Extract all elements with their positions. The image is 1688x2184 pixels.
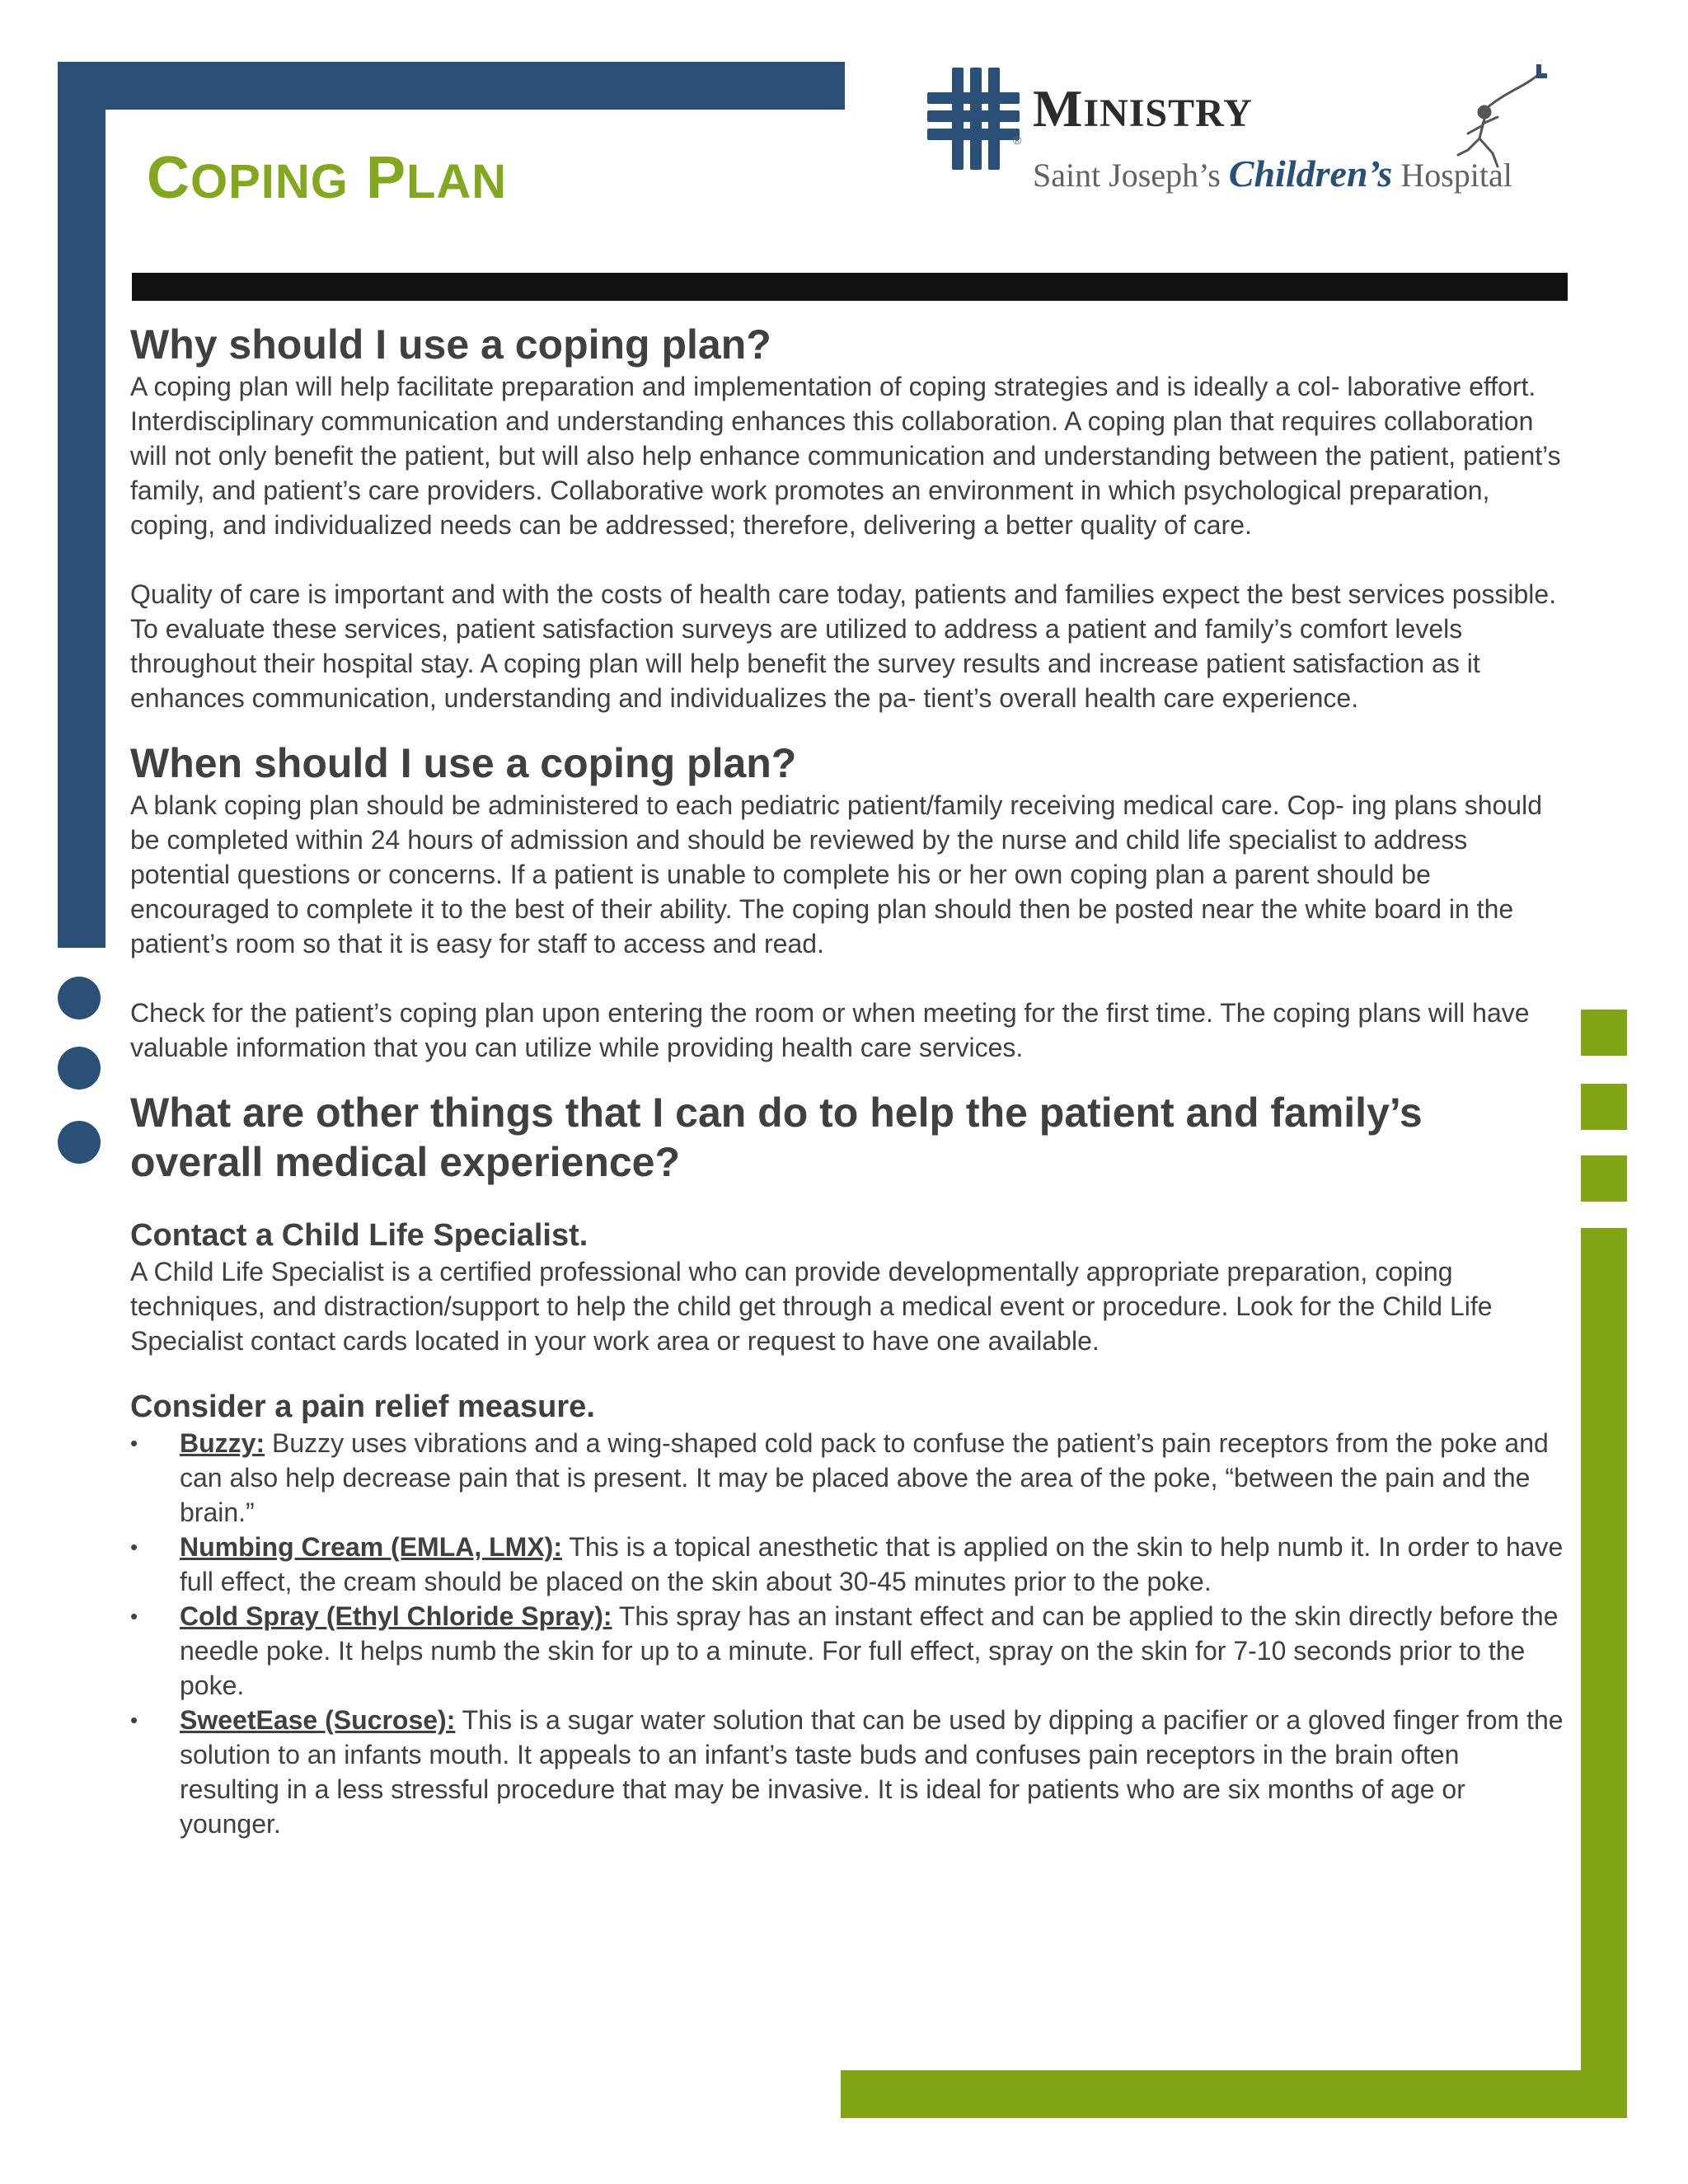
child-with-balloon-icon [1430,58,1554,173]
right-green-bar [1581,1228,1627,2118]
why-paragraph-1: A coping plan will help facilitate preparation and implementation of coping strategies and is ideally a col- laborative effort. Interdisciplinary communication and understanding enhances this collaboration. A coping plan that requires collaboration will not only benefit the patient, but will also help enhance communication and understanding between the patient, patient’s family, and patient’s care providers. Collaborative work promotes an environment in which psychological preparation, coping, and individualized needs can be addressed; therefore, delivering a better quality of care. [130,372,1561,540]
bullet-icon: • [130,1708,138,1732]
logo-brand-name: MINISTRY [1033,79,1253,138]
bullet-icon: • [130,1535,138,1559]
top-blue-bar [58,62,845,110]
why-paragraph-2: Quality of care is important and with the costs of health care today, patients and families expect the best services possible. To evaluate these services, patient satisfaction surveys are utilized to address a patient and family’s comfort levels throughout their hospital stay. A coping plan will help benefit the survey results and increase patient satisfaction as it enhances communication, understanding and individualizes the pa- tient’s overall health care experience. [130,579,1557,713]
blue-dot-3 [58,1121,101,1164]
list-item-term: Cold Spray (Ethyl Chloride Spray): [180,1601,612,1631]
list-item-text: This is a sugar water solution that can be used by dipping a pacifier or a gloved finger from the solution to an infants mouth. It appeals to an infant’s taste buds and confuses pain receptors in the brain often resulting in a less stressful procedure that may be invasive. It is ideal for patients who are six months of age or younger. [180,1705,1564,1839]
when-paragraph-2: Check for the patient’s coping plan upon entering the room or when meeting for the first time. The coping plans will have valuable information that you can utilize while providing health care services. [130,998,1530,1062]
child-life-heading: Contact a Child Life Specialist. [130,1218,588,1253]
why-heading: Why should I use a coping plan? [130,321,771,368]
pain-relief-list [130,1426,1564,1841]
list-item-text: This spray has an instant effect and can be applied to the skin directly before the needle poke. It helps numb the skin for up to a minute. For full effect, spray on the skin for 7-10 seconds prior to the poke. [180,1601,1559,1700]
list-item [130,1530,1564,1599]
list-item-term: SweetEase (Sucrose): [180,1705,456,1735]
when-paragraph-1: A blank coping plan should be administered to each pediatric patient/family receiving medical care. Cop- ing plans should be completed within 24 hours of admission and should be reviewed by the nurse and child life specialist to address potential questions or concerns. If a patient is unable to complete his or her own coping plan a parent should be encouraged to complete it to the best of their ability. The coping plan should then be posted near the white board in the patient’s room so that it is easy for staff to access and read. [130,790,1542,958]
list-item [130,1426,1564,1530]
green-square-1 [1581,1010,1627,1056]
other-heading: What are other things that I can do to help the patient and family’s overall medical experience? [130,1090,1423,1185]
list-item-term: Buzzy: [180,1428,265,1458]
blue-dot-1 [58,977,101,1019]
registered-mark: ® [1013,134,1022,147]
bullet-icon: • [130,1431,138,1455]
child-life-paragraph: A Child Life Specialist is a certified professional who can provide developmentally appropriate preparation, coping techniques, and distraction/support to help the child get through a medical event or procedure. Look for the Child Life Specialist contact cards located in your work area or request to have one available. [130,1257,1493,1356]
hospital-logo [927,58,1587,210]
green-square-2 [1581,1084,1627,1130]
bullet-icon: • [130,1604,138,1629]
list-item [130,1703,1564,1841]
list-item-text: This is a topical anesthetic that is applied on the skin to help numb it. In order to have full effect, the cream should be placed on the skin about 30-45 minutes prior to the poke. [180,1532,1564,1596]
when-heading: When should I use a coping plan? [130,740,797,786]
list-item-text: Buzzy uses vibrations and a wing-shaped cold pack to confuse the patient’s pain receptors from the poke and can also help decrease pain that is present. It may be placed above the area of the poke, “between the pain and the brain.” [180,1428,1549,1527]
list-item [130,1599,1564,1703]
list-item-term: Numbing Cream (EMLA, LMX): [180,1532,562,1562]
page-title: COPING PLAN [147,145,508,211]
bottom-green-bar [841,2070,1627,2118]
left-blue-bar [58,62,106,948]
document-body [130,320,1564,1841]
logo-hospital-name: Saint Joseph’s Children’s Hospital [1033,152,1512,194]
cross-icon [927,68,1020,170]
header-divider [132,273,1568,301]
blue-dot-2 [58,1047,101,1090]
pain-relief-heading: Consider a pain relief measure. [130,1390,595,1424]
green-square-3 [1581,1155,1627,1202]
